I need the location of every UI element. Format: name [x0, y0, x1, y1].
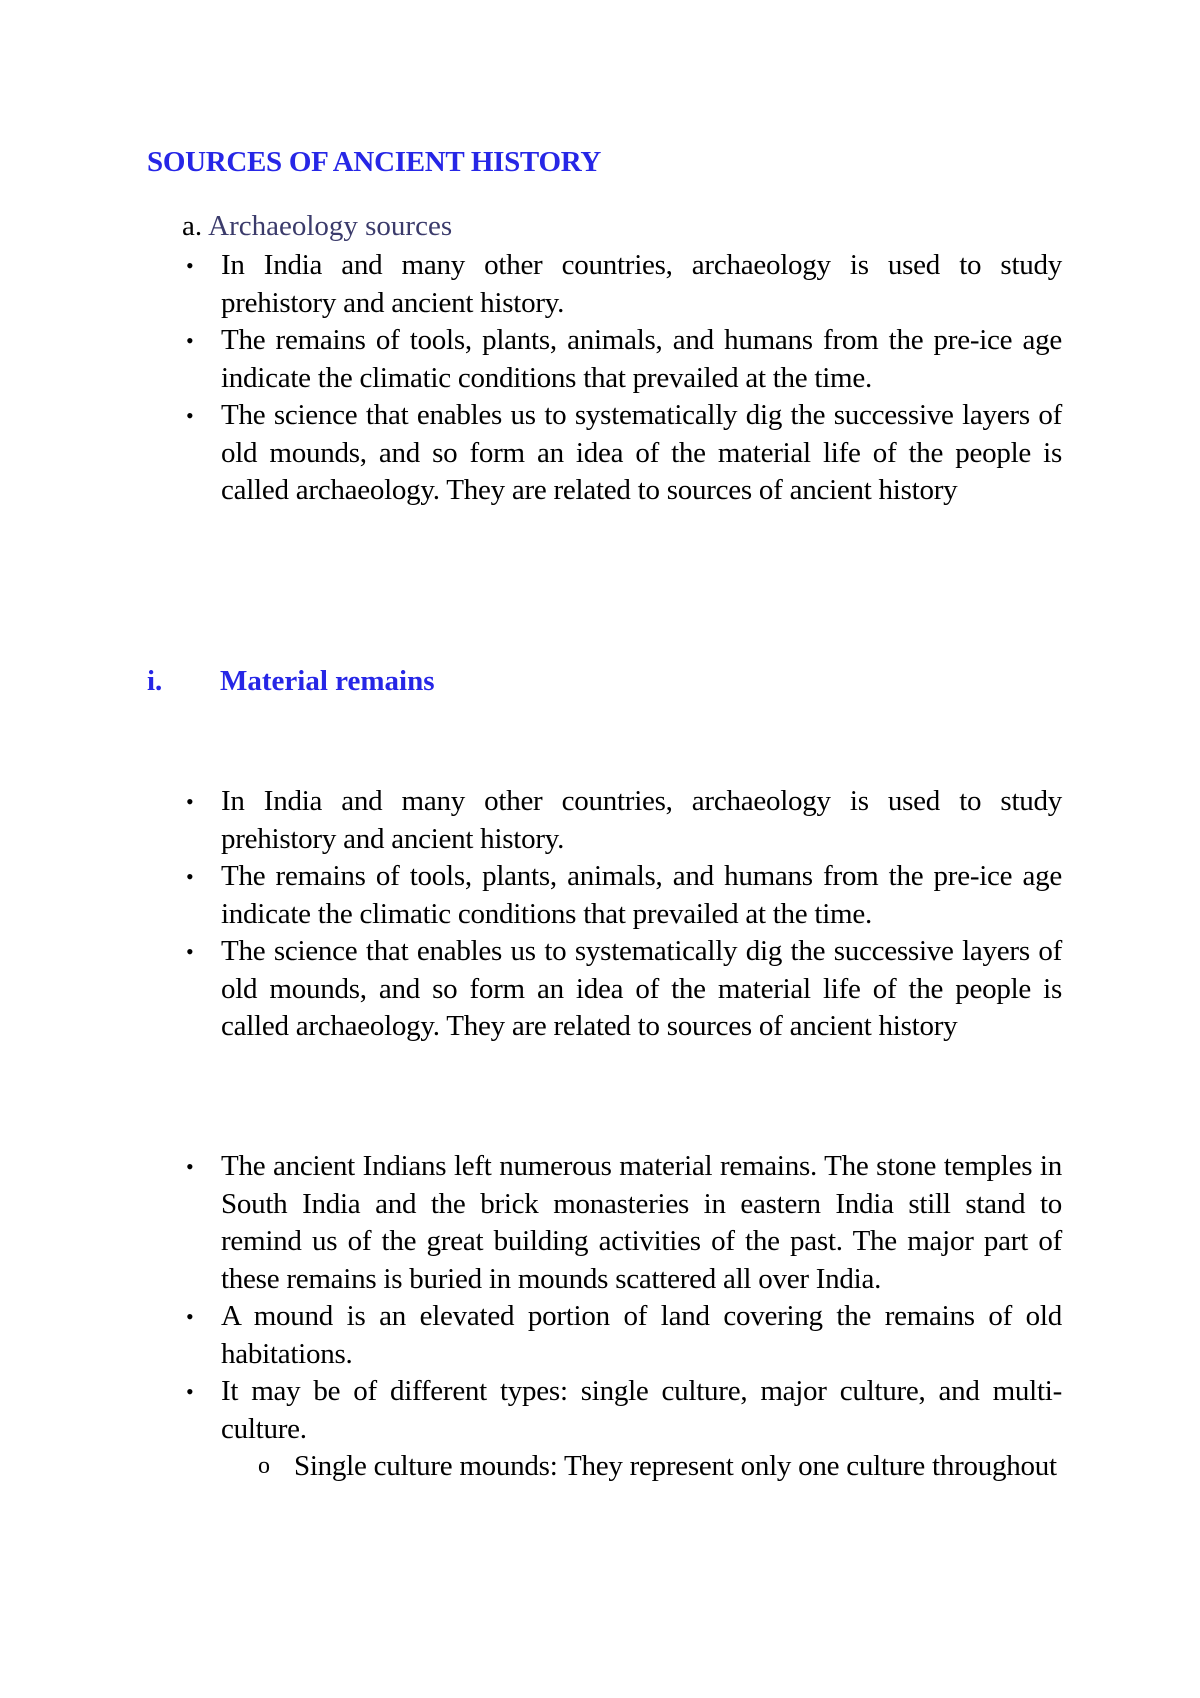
- list-item: [182, 858, 1062, 933]
- section-a-heading: [182, 210, 452, 243]
- list-item: [182, 1298, 1062, 1373]
- section-a-bullet-list: [182, 247, 1062, 510]
- sub-list-item: [182, 1448, 1062, 1486]
- bullet-icon: •: [186, 1154, 194, 1179]
- list-item: [182, 397, 1062, 510]
- list-item: [182, 1373, 1062, 1448]
- section-a-marker: a.: [182, 210, 203, 242]
- list-item-text: In India and many other countries, archaeology is used to study prehistory and ancient history.: [221, 249, 1062, 319]
- bullet-icon: •: [186, 253, 194, 278]
- list-item-text: The science that enables us to systematically dig the successive layers of old mounds, and so form an idea of the material life of the people is called archaeology. They are related to sources of ancient history: [221, 935, 1062, 1042]
- section-i-label: Material remains: [220, 665, 435, 697]
- list-item-text: In India and many other countries, archaeology is used to study prehistory and ancient history.: [221, 785, 1062, 855]
- list-item: [182, 783, 1062, 858]
- list-item: [182, 1148, 1062, 1298]
- list-item: [182, 933, 1062, 1046]
- list-item-text: The remains of tools, plants, animals, and humans from the pre-ice age indicate the climatic conditions that prevailed at the time.: [221, 860, 1062, 930]
- section-i-bullet-list-2: [182, 1148, 1062, 1486]
- list-item-text: A mound is an elevated portion of land covering the remains of old habitations.: [221, 1300, 1062, 1370]
- bullet-icon: •: [186, 1379, 194, 1404]
- sub-list-item-text: Single culture mounds: They represent only one culture throughout: [294, 1450, 1057, 1482]
- bullet-icon: •: [186, 864, 194, 889]
- section-i-heading: [147, 665, 434, 698]
- bullet-icon: •: [186, 789, 194, 814]
- list-item-text: The science that enables us to systematically dig the successive layers of old mounds, and so form an idea of the material life of the people is called archaeology. They are related to sources of ancient history: [221, 399, 1062, 506]
- section-a-label: Archaeology sources: [208, 210, 453, 242]
- list-item-text: The ancient Indians left numerous material remains. The stone temples in South India and the brick monasteries in eastern India still stand to remind us of the great building activities of the past. The major part of these remains is buried in mounds scattered all over India.: [221, 1150, 1062, 1295]
- list-item-text: The remains of tools, plants, animals, and humans from the pre-ice age indicate the climatic conditions that prevailed at the time.: [221, 324, 1062, 394]
- list-item: [182, 247, 1062, 322]
- list-item-text: It may be of different types: single culture, major culture, and multi-culture.: [221, 1375, 1062, 1445]
- bullet-icon: •: [186, 328, 194, 353]
- sub-bullet-icon: o: [258, 1453, 270, 1479]
- list-item: [182, 322, 1062, 397]
- bullet-icon: •: [186, 939, 194, 964]
- section-i-marker: i.: [147, 665, 163, 697]
- bullet-icon: •: [186, 1304, 194, 1329]
- section-i-bullet-list: [182, 783, 1062, 1046]
- bullet-icon: •: [186, 403, 194, 428]
- page-title: SOURCES OF ANCIENT HISTORY: [147, 146, 601, 178]
